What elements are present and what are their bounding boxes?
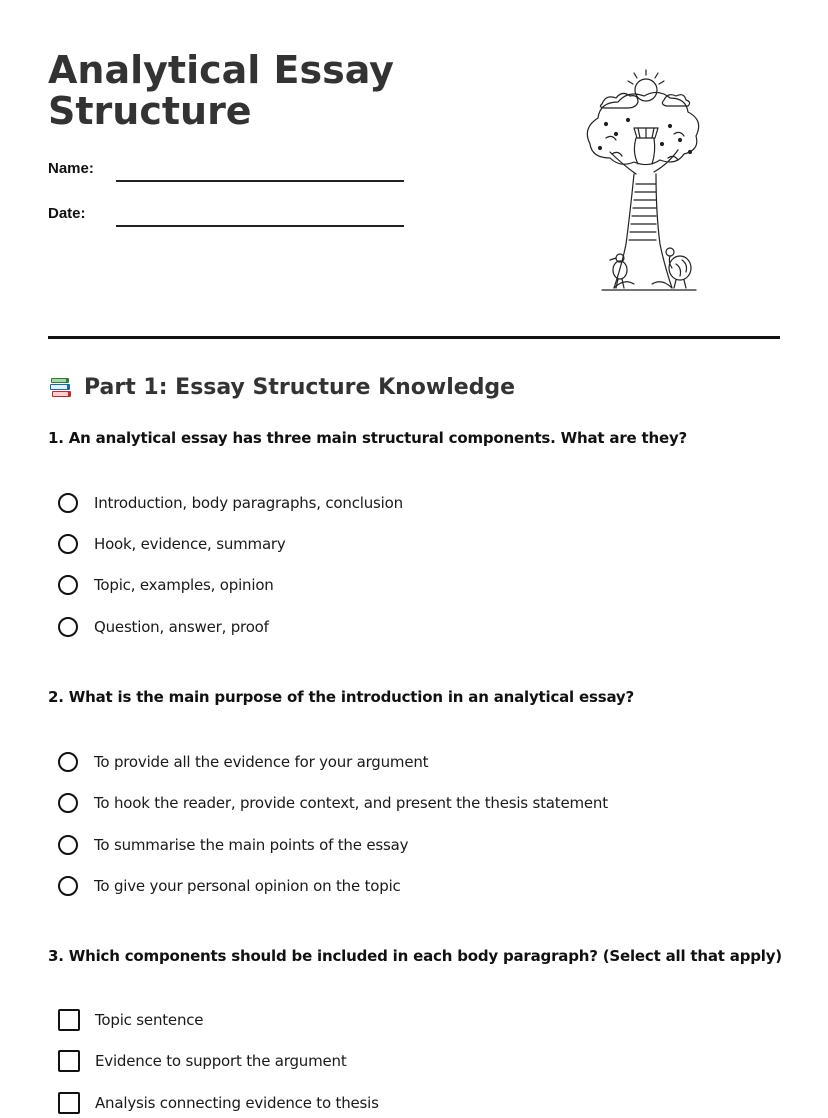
q1-option-4[interactable] bbox=[58, 615, 269, 639]
q2-option-3[interactable] bbox=[58, 833, 408, 857]
q1-option-1-radio[interactable] bbox=[58, 493, 78, 513]
name-label: Name: bbox=[48, 160, 94, 177]
q3-option-3-label: Analysis connecting evidence to thesis bbox=[95, 1094, 379, 1112]
q3-option-1[interactable] bbox=[58, 1008, 203, 1032]
q3-option-1-label: Topic sentence bbox=[95, 1011, 204, 1029]
q1-option-4-radio[interactable] bbox=[58, 617, 78, 637]
date-input-line[interactable] bbox=[116, 225, 404, 227]
books-icon bbox=[48, 374, 74, 400]
q1-option-4-label: Question, answer, proof bbox=[94, 618, 269, 636]
q3-option-3-checkbox[interactable] bbox=[58, 1092, 80, 1114]
question-1: 1. An analytical essay has three main structural components. What are they? bbox=[48, 429, 688, 447]
name-input-line[interactable] bbox=[116, 180, 404, 182]
title-line-1: Analytical Essay bbox=[48, 48, 394, 92]
title-line-2: Structure bbox=[48, 89, 252, 133]
q1-option-1[interactable] bbox=[58, 491, 403, 515]
q3-option-1-checkbox[interactable] bbox=[58, 1009, 80, 1031]
question-3: 3. Which components should be included in each body paragraph? (Select all that apply) bbox=[48, 947, 782, 965]
q2-option-4[interactable] bbox=[58, 874, 401, 898]
q2-option-3-radio[interactable] bbox=[58, 835, 78, 855]
q2-option-1-label: To provide all the evidence for your argument bbox=[94, 753, 429, 771]
q3-option-2-label: Evidence to support the argument bbox=[95, 1052, 347, 1070]
q2-option-2[interactable] bbox=[58, 791, 608, 815]
header-divider bbox=[48, 336, 780, 339]
worksheet-title bbox=[48, 50, 468, 132]
q3-option-2[interactable] bbox=[58, 1049, 347, 1073]
q1-option-2[interactable] bbox=[58, 532, 286, 556]
question-2: 2. What is the main purpose of the introduction in an analytical essay? bbox=[48, 688, 634, 706]
part1-heading bbox=[48, 374, 515, 400]
q2-option-2-label: To hook the reader, provide context, and present the thesis statement bbox=[94, 794, 608, 812]
q1-option-1-label: Introduction, body paragraphs, conclusion bbox=[94, 494, 403, 512]
q2-option-1[interactable] bbox=[58, 750, 428, 774]
q2-option-2-radio[interactable] bbox=[58, 793, 78, 813]
q2-option-1-radio[interactable] bbox=[58, 752, 78, 772]
q2-option-4-radio[interactable] bbox=[58, 876, 78, 896]
tree-illustration bbox=[572, 64, 718, 296]
q1-option-3-radio[interactable] bbox=[58, 575, 78, 595]
q1-option-2-label: Hook, evidence, summary bbox=[94, 535, 286, 553]
q1-option-2-radio[interactable] bbox=[58, 534, 78, 554]
q2-option-3-label: To summarise the main points of the essay bbox=[94, 836, 409, 854]
q1-option-3-label: Topic, examples, opinion bbox=[94, 576, 274, 594]
part1-heading-text: Part 1: Essay Structure Knowledge bbox=[84, 374, 516, 400]
q3-option-3[interactable] bbox=[58, 1091, 379, 1115]
date-label: Date: bbox=[48, 205, 86, 222]
q3-option-2-checkbox[interactable] bbox=[58, 1050, 80, 1072]
q2-option-4-label: To give your personal opinion on the topic bbox=[94, 877, 401, 895]
q1-option-3[interactable] bbox=[58, 573, 274, 597]
